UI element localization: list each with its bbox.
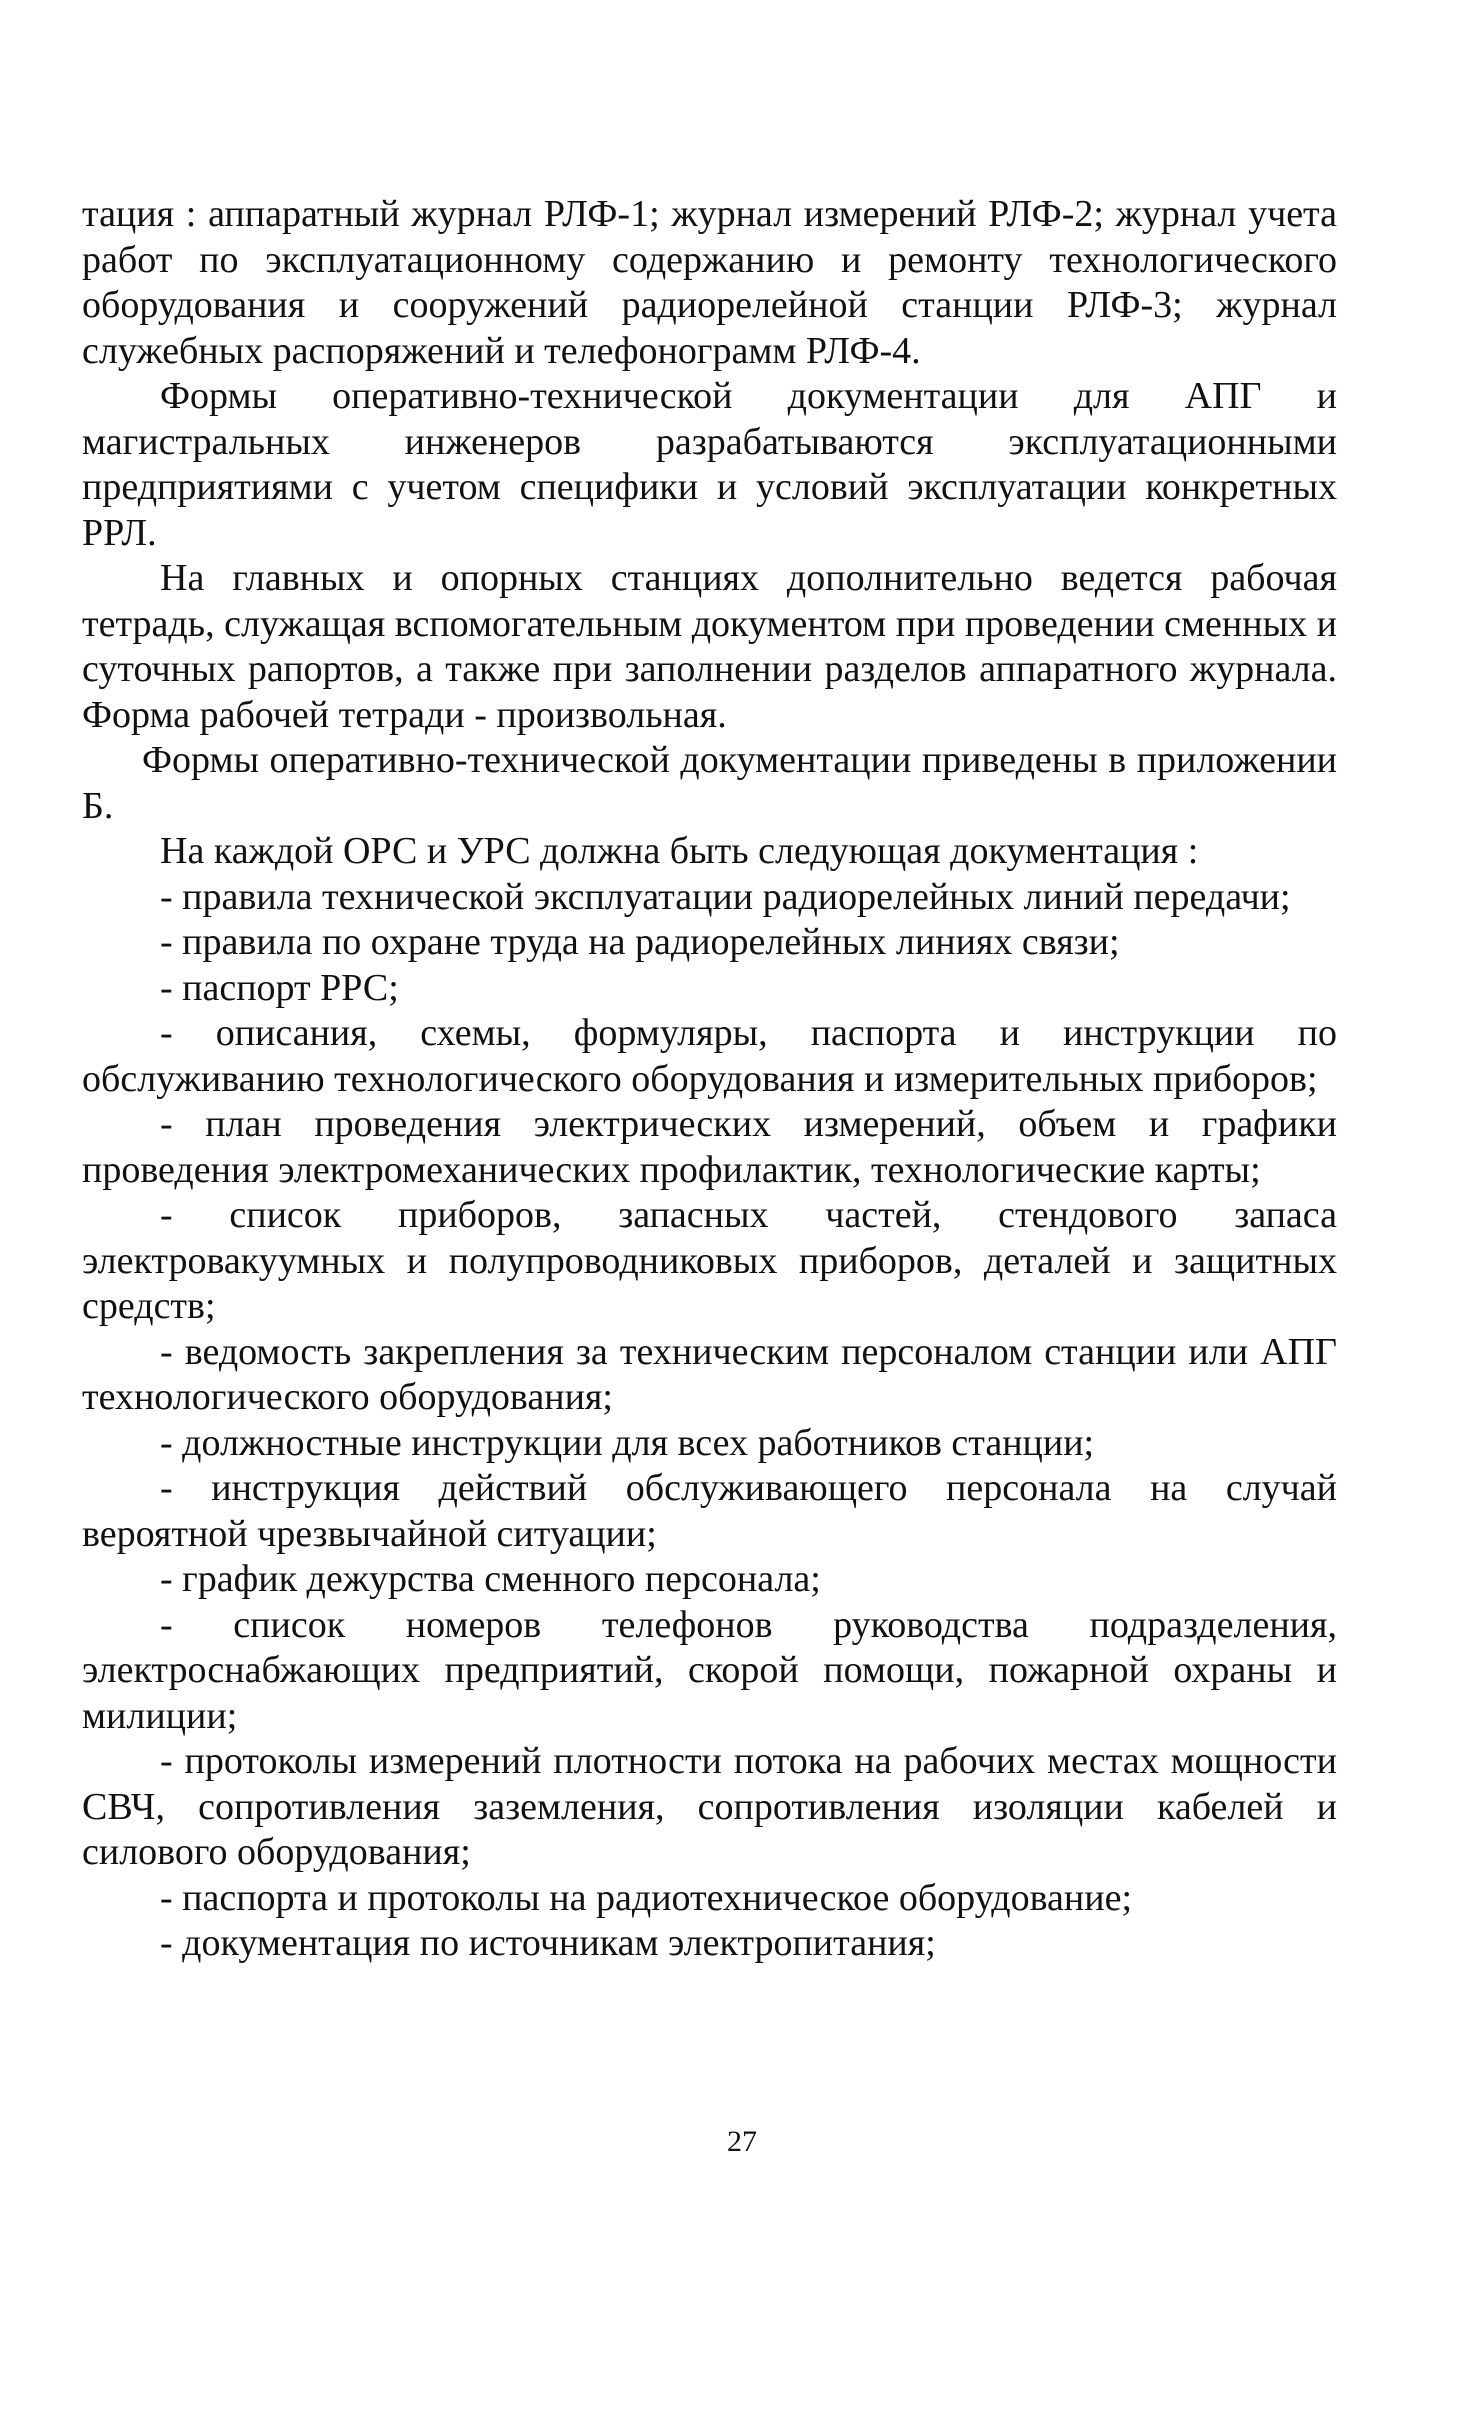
page-number: 27 [727, 2125, 757, 2158]
list-item: - график дежурства сменного персонала; [160, 1558, 821, 1600]
paragraph-continuation: тация : аппаратный журнал РЛФ-1; журнал измерений РЛФ-2; журнал учета работ по эксплуатационному содержанию и ремонту технологического оборудования и сооружений радиорелейной станции РЛФ-3; журнал служебных распоряжений и телефонограмм РЛФ-4. [82, 193, 1337, 372]
paragraph-list-intro: На каждой ОРС и УРС должна быть следующая документация : [160, 830, 1199, 872]
list-item: - паспорта и протоколы на радиотехническое оборудование; [160, 1876, 1133, 1919]
list-item: - ведомость закрепления за техническим персоналом станции или АПГ технологического оборудования; [82, 1330, 1337, 1418]
list-item: - план проведения электрических измерений, объем и графики проведения электромеханических профилактик, технологические карты; [82, 1103, 1337, 1191]
list-item: - список приборов, запасных частей, стендового запаса электровакуумных и полупроводниковых приборов, деталей и защитных средств; [82, 1194, 1337, 1327]
page-body [82, 192, 1337, 1967]
list-item: - должностные инструкции для всех работников станции; [160, 1421, 1095, 1464]
list-item: - правила технической эксплуатации радиорелейных линий передачи; [160, 875, 1291, 918]
list-item: - правила по охране труда на радиорелейных линиях связи; [160, 921, 1120, 963]
list-item: - паспорт РРС; [160, 966, 399, 1009]
list-item: - описания, схемы, формуляры, паспорта и инструкции по обслуживанию технологического оборудования и измерительных приборов; [82, 1012, 1337, 1100]
list-item: - список номеров телефонов руководства подразделения, электроснабжающих предприятий, скорой помощи, пожарной охраны и милиции; [82, 1603, 1337, 1737]
list-item: - документация по источникам электропитания; [160, 1922, 936, 1964]
list-item: - протоколы измерений плотности потока на рабочих местах мощности СВЧ, сопротивления заземления, сопротивления изоляции кабелей и силового оборудования; [82, 1740, 1337, 1873]
paragraph-appendix: Формы оперативно-технической документации приведены в приложении Б. [82, 739, 1337, 827]
paragraph-forms-apg: Формы оперативно-технической документации для АПГ и магистральных инженеров разрабатываются эксплуатационными предприятиями с учетом специфики и условий эксплуатации конкретных РРЛ. [82, 375, 1337, 554]
paragraph-workbook: На главных и опорных станциях дополнительно ведется рабочая тетрадь, служащая вспомогательным документом при проведении сменных и суточных рапортов, а также при заполнении разделов аппаратного журнала. Форма рабочей тетради - произвольная. [82, 557, 1337, 736]
list-item: - инструкция действий обслуживающего персонала на случай вероятной чрезвычайной ситуации; [82, 1467, 1337, 1555]
